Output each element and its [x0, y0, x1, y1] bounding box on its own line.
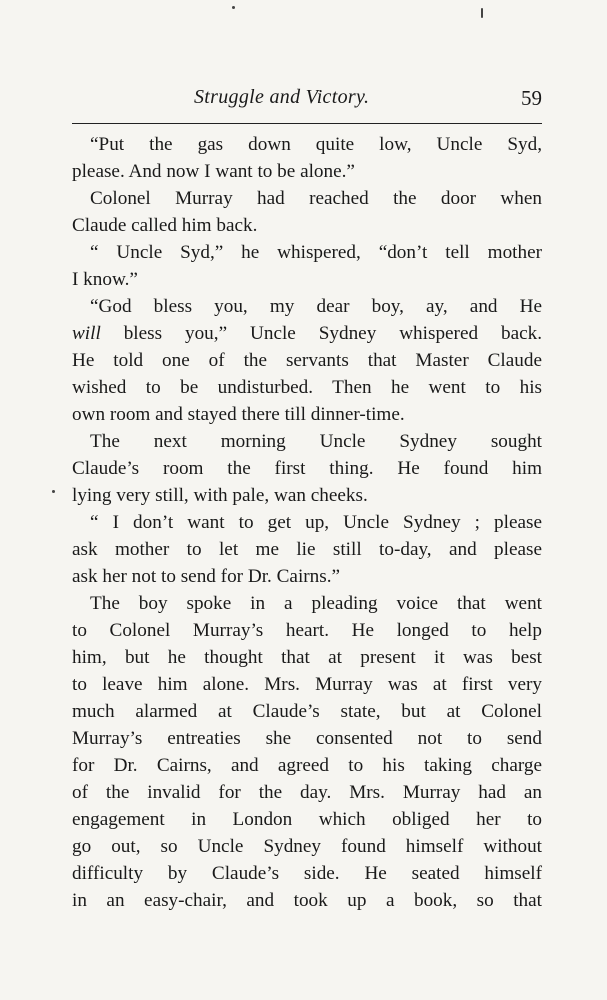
- text-line: to Colonel Murray’s heart. He longed to help: [72, 620, 542, 641]
- text-line: own room and stayed there till dinner-time.: [72, 404, 405, 425]
- text-line: much alarmed at Claude’s state, but at Colonel: [72, 701, 542, 722]
- text-line: He told one of the servants that Master Claude: [72, 350, 542, 371]
- text-line: lying very still, with pale, wan cheeks.: [72, 485, 368, 506]
- text-line: Claude’s room the first thing. He found him: [72, 458, 542, 479]
- text-line: I know.”: [72, 269, 138, 290]
- emphasis-text: will: [72, 323, 101, 344]
- page-header: [72, 82, 542, 118]
- text-line: “God bless you, my dear boy, ay, and He: [90, 296, 542, 317]
- text-line: “ I don’t want to get up, Uncle Sydney ; please: [90, 512, 542, 533]
- text-line: to leave him alone. Mrs. Murray was at first very: [72, 674, 542, 695]
- text-line: Colonel Murray had reached the door when: [90, 188, 542, 209]
- running-title: Struggle and Victory.: [194, 86, 370, 108]
- text-line: please. And now I want to be alone.”: [72, 161, 355, 182]
- text-line: of the invalid for the day. Mrs. Murray had an: [72, 782, 542, 803]
- body-text: [72, 131, 542, 914]
- text-line: wished to be undisturbed. Then he went to his: [72, 377, 542, 398]
- ink-speck: [52, 490, 55, 493]
- ink-speck: [481, 8, 483, 18]
- text-line: “Put the gas down quite low, Uncle Syd,: [90, 134, 542, 155]
- header-rule: [72, 123, 542, 124]
- ink-speck: [232, 6, 235, 9]
- text-line: engagement in London which obliged her to: [72, 809, 542, 830]
- text-line: ask her not to send for Dr. Cairns.”: [72, 566, 341, 587]
- text-line: in an easy-chair, and took up a book, so that: [72, 890, 542, 911]
- page-number: 59: [521, 86, 542, 110]
- text-line: The next morning Uncle Sydney sought: [90, 431, 542, 452]
- text-line: for Dr. Cairns, and agreed to his taking charge: [72, 755, 542, 776]
- text-line: him, but he thought that at present it was best: [72, 647, 542, 668]
- text-line: go out, so Uncle Sydney found himself without: [72, 836, 542, 857]
- text-line: difficulty by Claude’s side. He seated himself: [72, 863, 542, 884]
- text-line: “ Uncle Syd,” he whispered, “don’t tell mother: [90, 242, 542, 263]
- text-line: ask mother to let me lie still to-day, and please: [72, 539, 542, 560]
- text-line: Claude called him back.: [72, 215, 258, 236]
- text-line: The boy spoke in a pleading voice that went: [90, 593, 542, 614]
- text-line: will bless you,” Uncle Sydney whispered back.: [72, 323, 542, 344]
- text-line: Murray’s entreaties she consented not to send: [72, 728, 542, 749]
